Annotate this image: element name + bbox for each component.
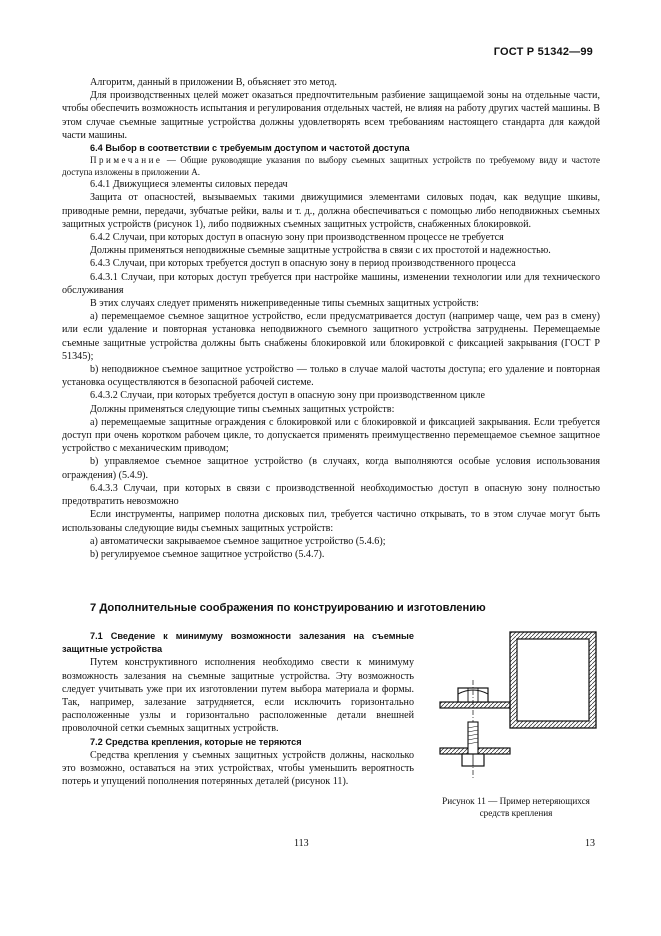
note	[62, 155, 600, 178]
figure-11	[432, 628, 602, 798]
paragraph: Для производственных целей может оказаться предпочтительным разбиение защищаемой зоны на отдельные части, чтобы обеспечить возможность испытания и регулирования отдельных частей, не влияя на работу других частей машины. В этом случае съемные защитные устройства должны удовлетворять всем требованиям настоящего стандарта для каждой части машины.	[62, 90, 600, 141]
tube-cavity	[517, 639, 589, 721]
clause-6-4-3-1: 6.4.3.1 Случаи, при которых доступ требуется при настройке машины, изменении технологии или для технического обслуживания	[62, 271, 600, 296]
clause-6-4-3-3: 6.4.3.3 Случаи, при которых в связи с производственной необходимостью доступ в опасную зону полностью предотвратить невозможно	[62, 482, 600, 508]
clause-6-4-2: 6.4.2 Случаи, при которых доступ в опасную зону при производственном процессе не требуется	[90, 232, 504, 244]
subsection-heading-7-1: 7.1 Сведение к минимуму возможности залезания на съемные защитные устройства	[62, 631, 414, 655]
paragraph: Если инструменты, например полотна дисковых пил, требуется частично открывать, то в этом случае могут быть использованы следующие виды съемных защитных устройств:	[62, 509, 600, 534]
list-item: а) перемещаемое съемное защитное устройство, если предусматривается доступ (например чаще, чем раз в смену) или если удаление и повторная установка неподвижного съемного защитного устройства затруднены. Перемещаемые съемные защитные устройства должны быть снабжены блокировкой или блокировкой с фиксацией закрывания (ГОСТ Р 51345);	[62, 311, 600, 362]
clause-6-4-3: 6.4.3 Случаи, при которых требуется доступ в опасную зону в период производственного процесса	[90, 258, 516, 270]
list-item: а) перемещаемые защитные ограждения с блокировкой или с блокировкой и фиксацией закрывания. Если требуется доступ при очень коротком рабочем цикле, то допускается применять преимущественно перемещаемое съемное защитное устройство с механическим приводом;	[62, 416, 600, 455]
paragraph: Должны применяться неподвижные съемные защитные устройства в связи с их простотой и надежностью.	[90, 245, 551, 257]
paragraph: Средства крепления у съемных защитных устройств должны, насколько это возможно, оставаться на этих устройствах, чтобы уменьшить вероятность потерь и упущений пополнения потерянных деталей (рисунок 11).	[62, 749, 414, 788]
subsection-heading-7-2: 7.2 Средства крепления, которые не теряются	[90, 736, 302, 747]
paragraph: В этих случаях следует применять нижеприведенные типы съемных защитных устройств:	[90, 298, 479, 310]
note-text: — Общие руководящие указания по выбору съемных защитных устройств по требуемому виду и частоте доступа изложены в приложении А.	[62, 155, 600, 177]
list-item: а) автоматически закрываемое съемное защитное устройство (5.4.6);	[90, 535, 386, 547]
captive-fastener-drawing	[432, 628, 602, 793]
list-item: b) неподвижное съемное защитное устройство — только в случае малой частоты доступа; его удаление и повторная установка осуществляются в безопасной рабочей системе.	[62, 364, 600, 389]
main-text	[62, 76, 600, 561]
guard-plate	[440, 702, 510, 708]
clause-6-4-1: 6.4.1 Движущиеся элементы силовых передач	[90, 179, 288, 191]
figure-caption: Рисунок 11 — Пример нетеряющихся средств крепления	[442, 796, 590, 818]
paragraph: Путем конструктивного исполнения необходимо свести к минимуму возможность залезания на съемные защитные устройства. Эту возможность следует учитывать уже при их изготовлении путем выбора материала и формы. Так, например, залезание затрудняется, если исключить горизонтально расположенные узлы и горизонтально расположенные детали внешней проволочной сетки съемных защитных устройств.	[62, 657, 414, 735]
page-number-center: 113	[294, 838, 309, 849]
paragraph: Алгоритм, данный в приложении В, объясняет это метод.	[90, 77, 337, 88]
list-item: b) регулируемое съемное защитное устройство (5.4.7).	[90, 548, 325, 560]
list-item: b) управляемое съемное защитное устройство (в случаях, когда выполняются особые условия использования ограждения) (5.4.9).	[62, 456, 600, 481]
paragraph: Защита от опасностей, вызываемых такими движущимися элементами силовых подач, как ведущие шкивы, приводные ремни, передачи, зубчатые рейки, валы и т. д., должна обеспечиваться с помощью либо неподвижных съемных защитных устройств (рисунок 1), либо подвижных съемных защитных устройств, снабженных блокировкой.	[62, 192, 600, 230]
section-7-heading: 7 Дополнительные соображения по конструированию и изготовлению	[90, 602, 486, 614]
clause-6-4-3-2: 6.4.3.2 Случаи, при которых требуется доступ в опасную зону при производственном цикле	[90, 390, 485, 402]
section-7-text	[62, 630, 414, 788]
standard-header: ГОСТ Р 51342—99	[493, 46, 593, 58]
page-number-right: 13	[585, 838, 595, 849]
subsection-heading-6-4: 6.4 Выбор в соответствии с требуемым доступом и частотой доступа	[90, 143, 410, 154]
paragraph: Должны применяться следующие типы съемных защитных устройств:	[90, 403, 395, 415]
note-label: Примечание	[90, 155, 163, 166]
